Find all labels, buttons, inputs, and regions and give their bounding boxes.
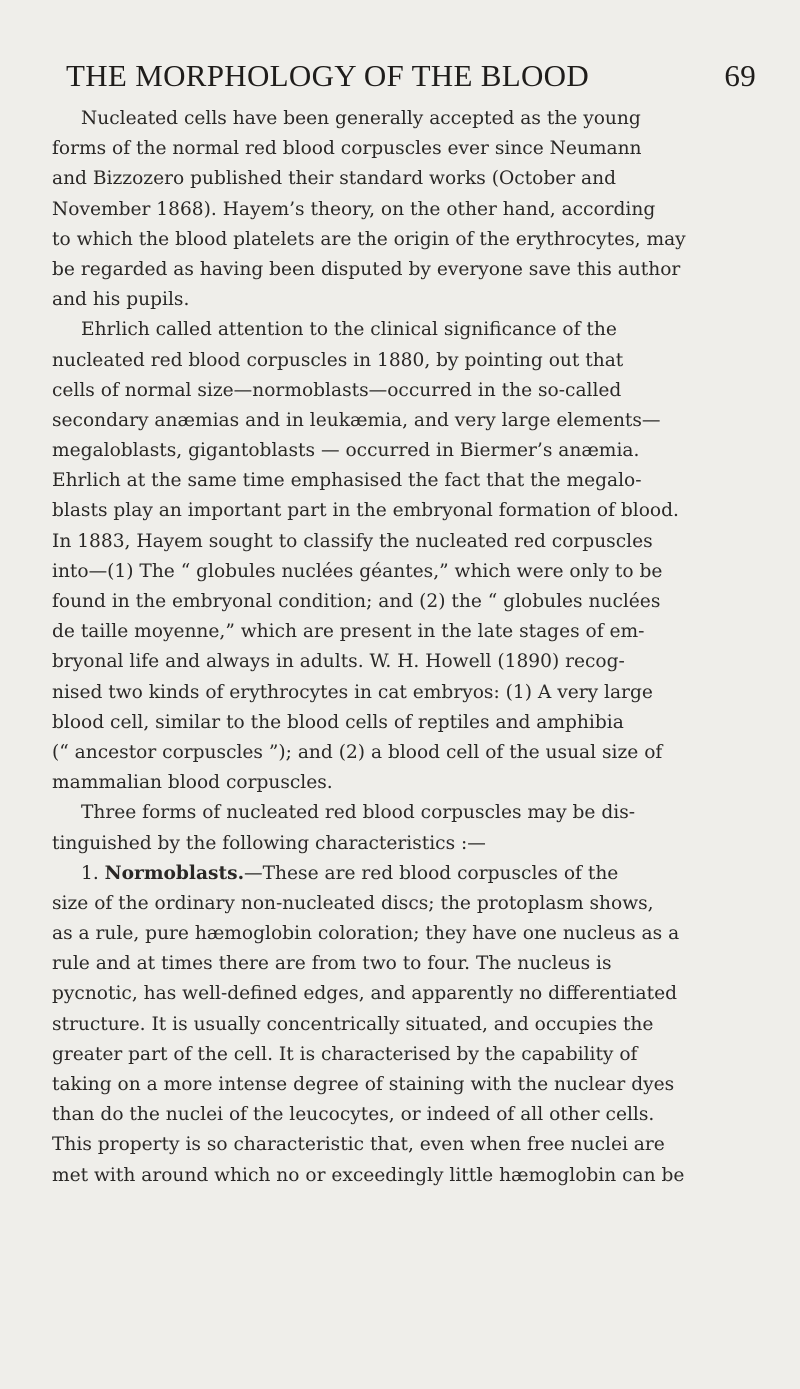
text-line (52, 829, 770, 859)
line-text: met with around which no or exceedingly little hæmoglobin can be (52, 1164, 685, 1186)
text-line (52, 678, 770, 708)
line-text: tinguished by the following characteristics :— (52, 832, 486, 854)
text-line (52, 225, 770, 255)
text-line (52, 859, 770, 889)
line-text: taking on a more intense degree of staining with the nuclear dyes (52, 1074, 675, 1095)
text-line (52, 496, 770, 526)
text-line (52, 1070, 770, 1100)
text-line (52, 919, 770, 949)
text-line (52, 587, 770, 617)
line-text: into—(1) The “ globules nuclées géantes,” which were only to be (52, 560, 663, 582)
line-text: structure. It is usually concentrically situated, and occupies the (52, 1013, 654, 1035)
text-line (52, 1010, 770, 1040)
line-text: size of the ordinary non-nucleated discs; the protoplasm shows, (52, 892, 654, 914)
section-heading: Normoblasts. (104, 862, 245, 884)
line-text: This property is so characteristic that, even when free nuclei are (52, 1134, 665, 1156)
text-line (52, 979, 770, 1009)
line-text: Three forms of nucleated red blood corpuscles may be dis- (81, 802, 636, 824)
text-line (52, 134, 770, 164)
text-line (52, 708, 770, 738)
line-text: November 1868). Hayem’s theory, on the other hand, according (52, 198, 656, 220)
text-line (52, 285, 770, 315)
text-line (52, 1100, 770, 1130)
text-line (52, 768, 770, 798)
line-text: secondary anæmias and in leukæmia, and very large elements— (52, 409, 661, 431)
text-line (52, 527, 770, 557)
line-text: pycnotic, has well-defined edges, and apparently no differentiated (52, 983, 677, 1005)
line-text: to which the blood platelets are the origin of the erythrocytes, may (52, 228, 686, 250)
text-line (52, 1040, 770, 1070)
line-text: than do the nuclei of the leucocytes, or indeed of all other cells. (52, 1104, 655, 1126)
text-line (52, 738, 770, 768)
line-text: blasts play an important part in the embryonal formation of blood. (52, 500, 679, 522)
line-text: be regarded as having been disputed by everyone save this author (52, 258, 681, 280)
line-text: nucleated red blood corpuscles in 1880, by pointing out that (52, 349, 624, 371)
text-line (52, 557, 770, 587)
line-text: greater part of the cell. It is characterised by the capability of (52, 1043, 638, 1065)
running-title: THE MORPHOLOGY OF THE BLOOD (66, 58, 590, 93)
text-line (52, 376, 770, 406)
text-line (52, 164, 770, 194)
line-text: cells of normal size—normoblasts—occurred in the so-called (52, 379, 622, 401)
line-text: bryonal life and always in adults. W. H. Howell (1890) recog- (52, 651, 625, 673)
line-text: mammalian blood corpuscles. (52, 772, 333, 794)
text-line (52, 104, 770, 134)
line-text: blood cell, similar to the blood cells of reptiles and amphibia (52, 711, 624, 733)
line-text: megaloblasts, gigantoblasts — occurred in Biermer’s anæmia. (52, 440, 640, 462)
line-text: Nucleated cells have been generally accepted as the young (81, 108, 641, 129)
line-text: Ehrlich called attention to the clinical significance of the (81, 319, 617, 341)
text-line (52, 1130, 770, 1160)
text-line (52, 436, 770, 466)
page-number: 69 (724, 58, 756, 93)
line-text: and his pupils. (52, 289, 190, 311)
running-header (66, 56, 756, 96)
text-line (52, 949, 770, 979)
text-line (52, 889, 770, 919)
line-text: —These are red blood corpuscles of the (244, 862, 619, 884)
body-text (52, 104, 770, 1191)
text-line (52, 617, 770, 647)
text-line (52, 647, 770, 677)
line-text: In 1883, Hayem sought to classify the nucleated red corpuscles (52, 530, 653, 552)
text-line (52, 315, 770, 345)
line-text: nised two kinds of erythrocytes in cat embryos: (1) A very large (52, 681, 653, 703)
text-line (52, 255, 770, 285)
text-line (52, 798, 770, 828)
line-text: as a rule, pure hæmoglobin coloration; they have one nucleus as a (52, 923, 680, 945)
line-text: and Bizzozero published their standard works (October and (52, 168, 616, 190)
text-line (52, 195, 770, 225)
line-text: rule and at times there are from two to four. The nucleus is (52, 953, 612, 975)
list-number: 1. (81, 862, 105, 884)
text-line (52, 1161, 770, 1191)
text-line (52, 406, 770, 436)
line-text: found in the embryonal condition; and (2) the “ globules nuclées (52, 591, 661, 612)
line-text: (“ ancestor corpuscles ”); and (2) a blood cell of the usual size of (52, 741, 663, 763)
text-line (52, 346, 770, 376)
line-text: de taille moyenne,” which are present in the late stages of em- (52, 621, 645, 643)
text-line (52, 466, 770, 496)
line-text: forms of the normal red blood corpuscles ever since Neumann (52, 138, 642, 160)
line-text: Ehrlich at the same time emphasised the fact that the megalo- (52, 470, 642, 492)
